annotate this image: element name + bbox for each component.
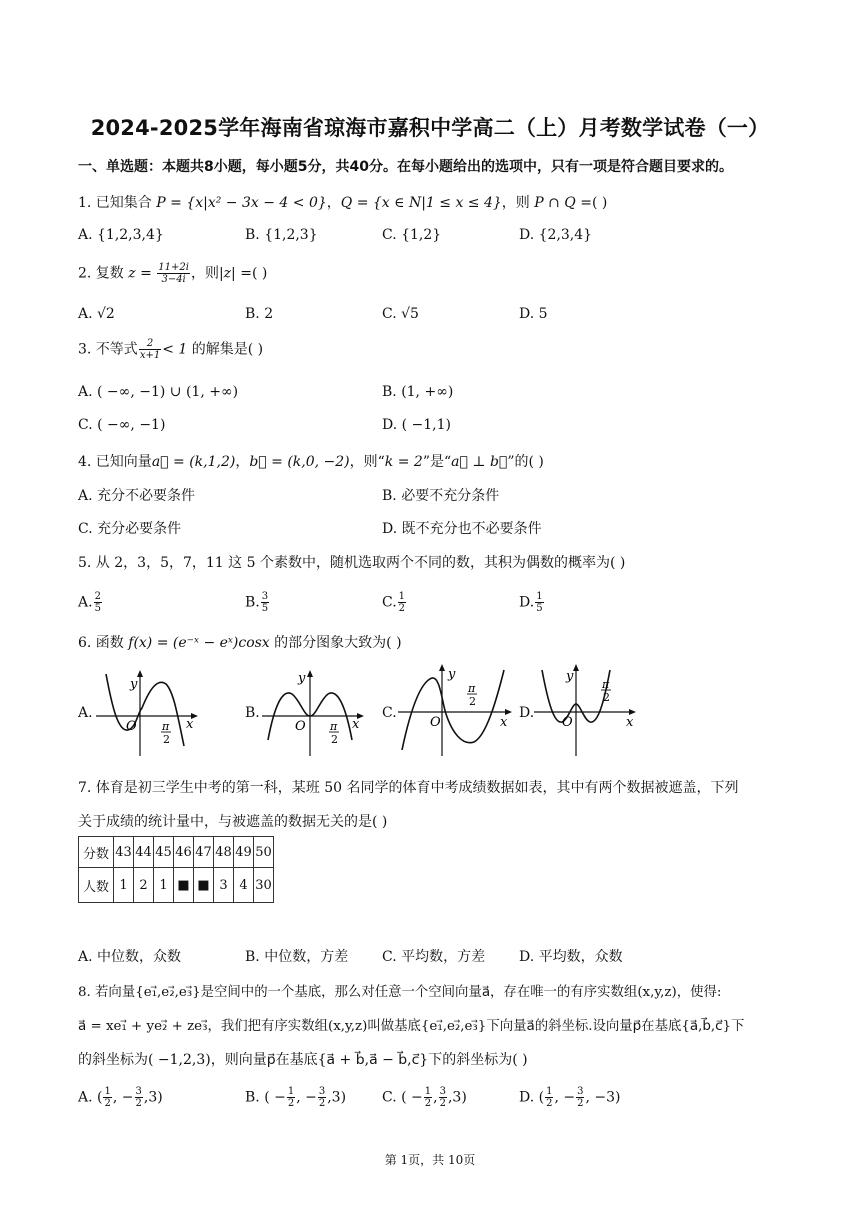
question-6-option-b-label: B. (245, 705, 260, 721)
axis-y-label: y (448, 667, 456, 682)
table-row (79, 837, 274, 868)
question-8-stem-line-3: 的斜坐标为( −1,2,3)，则向量p⃗在基底{a⃗ + b⃗,a⃗ − b⃗,c⃗}下的斜坐标为( ) (78, 1052, 528, 1068)
question-3-option-d: D. ( −1,1) (382, 417, 451, 433)
question-7-option-c: C. 平均数，方差 (382, 949, 486, 965)
pi-label: π (330, 720, 338, 733)
table-cell: 48 (214, 837, 234, 868)
table-cell: 4 (234, 868, 254, 903)
two-label: 2 (163, 733, 170, 746)
question-3-fraction: $\frac{2}{x+1}$ (139, 338, 161, 361)
question-7-stem-line-2: 关于成绩的统计量中，与被遮盖的数据无关的是( ) (78, 814, 388, 830)
table-row (79, 868, 274, 903)
table-cell: 45 (154, 837, 174, 868)
question-7-option-a: A. 中位数，众数 (78, 949, 182, 965)
origin-label: O (562, 715, 573, 730)
table-cell: 46 (174, 837, 194, 868)
question-6-option-d-label: D. (519, 705, 535, 721)
table-cell: 3 (214, 868, 234, 903)
question-2-option-d: D. 5 (519, 306, 548, 322)
question-8-stem-line-2: a⃗ = xe₁⃗ + ye₂⃗ + ze₃⃗，我们把有序实数组(x,y,z)叫做基底{e₁⃗,e₂⃗,e₃⃗}下向量a⃗的斜坐标.设向量p⃗在基底{a⃗,b⃗,c⃗}下 (78, 1019, 745, 1034)
question-3-option-b: B. (1, +∞) (382, 384, 454, 400)
question-6-graph-a (94, 668, 204, 758)
two-label: 2 (331, 733, 338, 746)
table-cell: 49 (234, 837, 254, 868)
question-1-option-d: D. {2,3,4} (519, 227, 593, 243)
pi-label: π (602, 678, 610, 691)
question-4-stem: 4. 已知向量a⃗ = (k,1,2)，b⃗ = (k,0, −2)，则“k = 2”是“a⃗ ⊥ b⃗”的( ) (78, 454, 544, 470)
question-5-option-d: D. $\frac{1}{5}$ (519, 591, 543, 614)
question-8-option-a: A. ( $\frac{1}{2}$ , − $\frac{3}{2}$ ,3) (78, 1086, 163, 1109)
origin-label: O (126, 719, 137, 734)
question-2-fraction: $\frac{11+2i}{3-4i}$ (158, 262, 189, 285)
section-heading: 一、单选题：本题共8小题，每小题5分，共40分。在每小题给出的选项中，只有一项是符合题目要求的。 (78, 159, 733, 175)
question-7-option-d: D. 平均数，众数 (519, 949, 623, 965)
question-6-graph-d (532, 662, 642, 758)
axis-x-label: x (352, 717, 360, 732)
axis-x-label: x (626, 715, 634, 730)
question-6-option-c-label: C. (382, 705, 397, 721)
question-4-option-d: D. 既不充分也不必要条件 (382, 521, 542, 537)
table-cell: 人数 (79, 868, 114, 903)
question-5-option-a: A. $\frac{2}{5}$ (78, 591, 101, 614)
two-label: 2 (469, 695, 476, 708)
table-cell: 2 (134, 868, 154, 903)
question-2-stem: 2. 复数 z = $\frac{11+2i}{3-4i}$ ，则|z| =( ) (78, 262, 268, 285)
question-2-option-c: C. √5 (382, 306, 419, 322)
hidden-cell: ■ (194, 868, 214, 903)
question-6-graph-c (396, 662, 516, 758)
question-6-option-a-label: A. (78, 705, 93, 721)
table-cell: 分数 (79, 837, 114, 868)
question-5-stem: 5. 从 2，3，5，7，11 这 5 个素数中，随机选取两个不同的数，其积为偶数的概率为( ) (78, 555, 626, 571)
question-6-stem: 6. 函数 f(x) = (e⁻ˣ − eˣ)cosx 的部分图象大致为( ) (78, 635, 402, 651)
question-8-option-b: B. ( − $\frac{1}{2}$ , − $\frac{3}{2}$ ,3) (245, 1086, 347, 1109)
question-5-option-b: B. $\frac{3}{5}$ (245, 591, 269, 614)
question-8-option-c: C. ( − $\frac{1}{2}$ , $\frac{3}{2}$ ,3) (382, 1086, 467, 1109)
question-8-option-d: D. ( $\frac{1}{2}$ , − $\frac{3}{2}$ , −3) (519, 1086, 621, 1109)
table-cell: 47 (194, 837, 214, 868)
page-footer: 第 1页，共 10页 (384, 1153, 476, 1167)
question-5-option-c: C. $\frac{1}{2}$ (382, 591, 406, 614)
question-3-option-c: C. ( −∞, −1) (78, 417, 166, 433)
table-cell: 43 (114, 837, 134, 868)
hidden-cell: ■ (174, 868, 194, 903)
question-7-option-b: B. 中位数，方差 (245, 949, 349, 965)
question-4-option-b: B. 必要不充分条件 (382, 488, 500, 504)
question-4-option-c: C. 充分必要条件 (78, 521, 182, 537)
question-1-option-b: B. {1,2,3} (245, 227, 318, 243)
axis-x-label: x (500, 715, 508, 730)
question-2-option-a: A. √2 (78, 306, 115, 322)
question-6-graph-b (260, 668, 370, 758)
question-1-option-c: C. {1,2} (382, 227, 442, 243)
axis-y-label: y (566, 669, 574, 684)
axis-y-label: y (298, 671, 306, 686)
origin-label: O (430, 715, 441, 730)
two-label: 2 (603, 691, 610, 704)
question-3-option-a: A. ( −∞, −1) ∪ (1, +∞) (78, 384, 239, 400)
score-table (78, 836, 274, 903)
table-cell: 1 (154, 868, 174, 903)
page-title: 2024-2025学年海南省琼海市嘉积中学高二（上）月考数学试卷（一） (90, 116, 770, 140)
table-cell: 30 (254, 868, 274, 903)
axis-y-label: y (130, 677, 138, 692)
question-7-stem-line-1: 7. 体育是初三学生中考的第一科，某班 50 名同学的体育中考成绩数据如表，其中有两个数据被遮盖，下列 (78, 780, 739, 796)
axis-x-label: x (186, 717, 194, 732)
question-1-stem: 1. 已知集合 P = {x|x² − 3x − 4 < 0}，Q = {x ∈ N|1 ≤ x ≤ 4}，则 P ∩ Q =( ) (78, 195, 608, 211)
origin-label: O (295, 719, 306, 734)
question-1-option-a: A. {1,2,3,4} (78, 227, 164, 243)
pi-label: π (468, 682, 476, 695)
question-4-option-a: A. 充分不必要条件 (78, 488, 196, 504)
table-cell: 44 (134, 837, 154, 868)
table-cell: 1 (114, 868, 134, 903)
question-3-stem: 3. 不等式 $\frac{2}{x+1}$ < 1 的解集是( ) (78, 338, 264, 361)
table-cell: 50 (254, 837, 274, 868)
question-2-option-b: B. 2 (245, 306, 274, 322)
question-8-stem-line-1: 8. 若向量{e₁⃗,e₂⃗,e₃⃗}是空间中的一个基底，那么对任意一个空间向量a⃗，存在唯一的有序实数组(x,y,z)，使得: (78, 985, 722, 1000)
pi-label: π (162, 720, 170, 733)
